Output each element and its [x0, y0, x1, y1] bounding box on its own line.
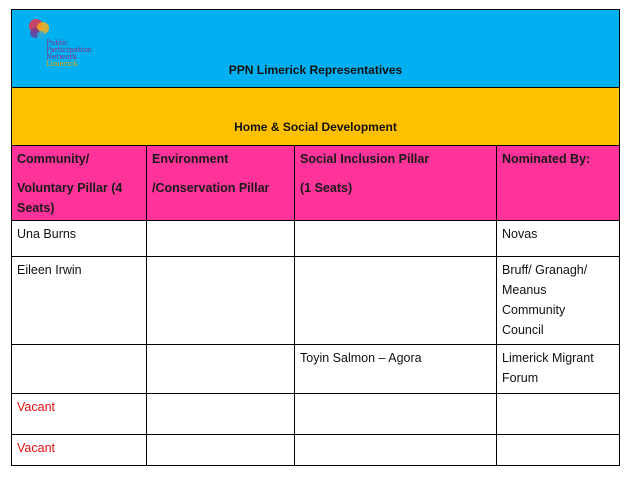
table-row [12, 257, 620, 345]
column-header-environment: Environment /Conservation Pillar [147, 146, 295, 221]
cell-community: Vacant [12, 394, 147, 435]
cell-community: Eileen Irwin [12, 257, 147, 345]
table-header-banner [12, 10, 620, 88]
ppn-logo-text: Public Participation Network Limerick [46, 39, 92, 68]
table-row [12, 394, 620, 435]
cell-social [295, 435, 497, 466]
cell-social: Toyin Salmon – Agora [295, 345, 497, 394]
cell-environment [147, 257, 295, 345]
section-banner [12, 88, 620, 146]
column-header-nominated-by: Nominated By: [497, 146, 620, 221]
cell-environment [147, 435, 295, 466]
cell-nominated: Limerick Migrant Forum [497, 345, 620, 394]
cell-environment [147, 221, 295, 257]
section-title: Home & Social Development [234, 120, 397, 134]
column-header-community: Community/ Voluntary Pillar (4 Seats) [12, 146, 147, 221]
cell-community: Una Burns [12, 221, 147, 257]
cell-environment [147, 345, 295, 394]
cell-social [295, 394, 497, 435]
representatives-table [11, 9, 620, 466]
cell-community [12, 345, 147, 394]
document-title: PPN Limerick Representatives [228, 63, 403, 77]
cell-environment [147, 394, 295, 435]
cell-social [295, 257, 497, 345]
cell-social [295, 221, 497, 257]
table-row [12, 345, 620, 394]
cell-nominated: Bruff/ Granagh/ Meanus Community Council [497, 257, 620, 345]
column-header-social-inclusion: Social Inclusion Pillar (1 Seats) [295, 146, 497, 221]
table-row [12, 435, 620, 466]
cell-nominated: Novas [497, 221, 620, 257]
table-row [12, 221, 620, 257]
document-page [11, 9, 619, 466]
cell-nominated [497, 394, 620, 435]
cell-nominated [497, 435, 620, 466]
cell-community: Vacant [12, 435, 147, 466]
